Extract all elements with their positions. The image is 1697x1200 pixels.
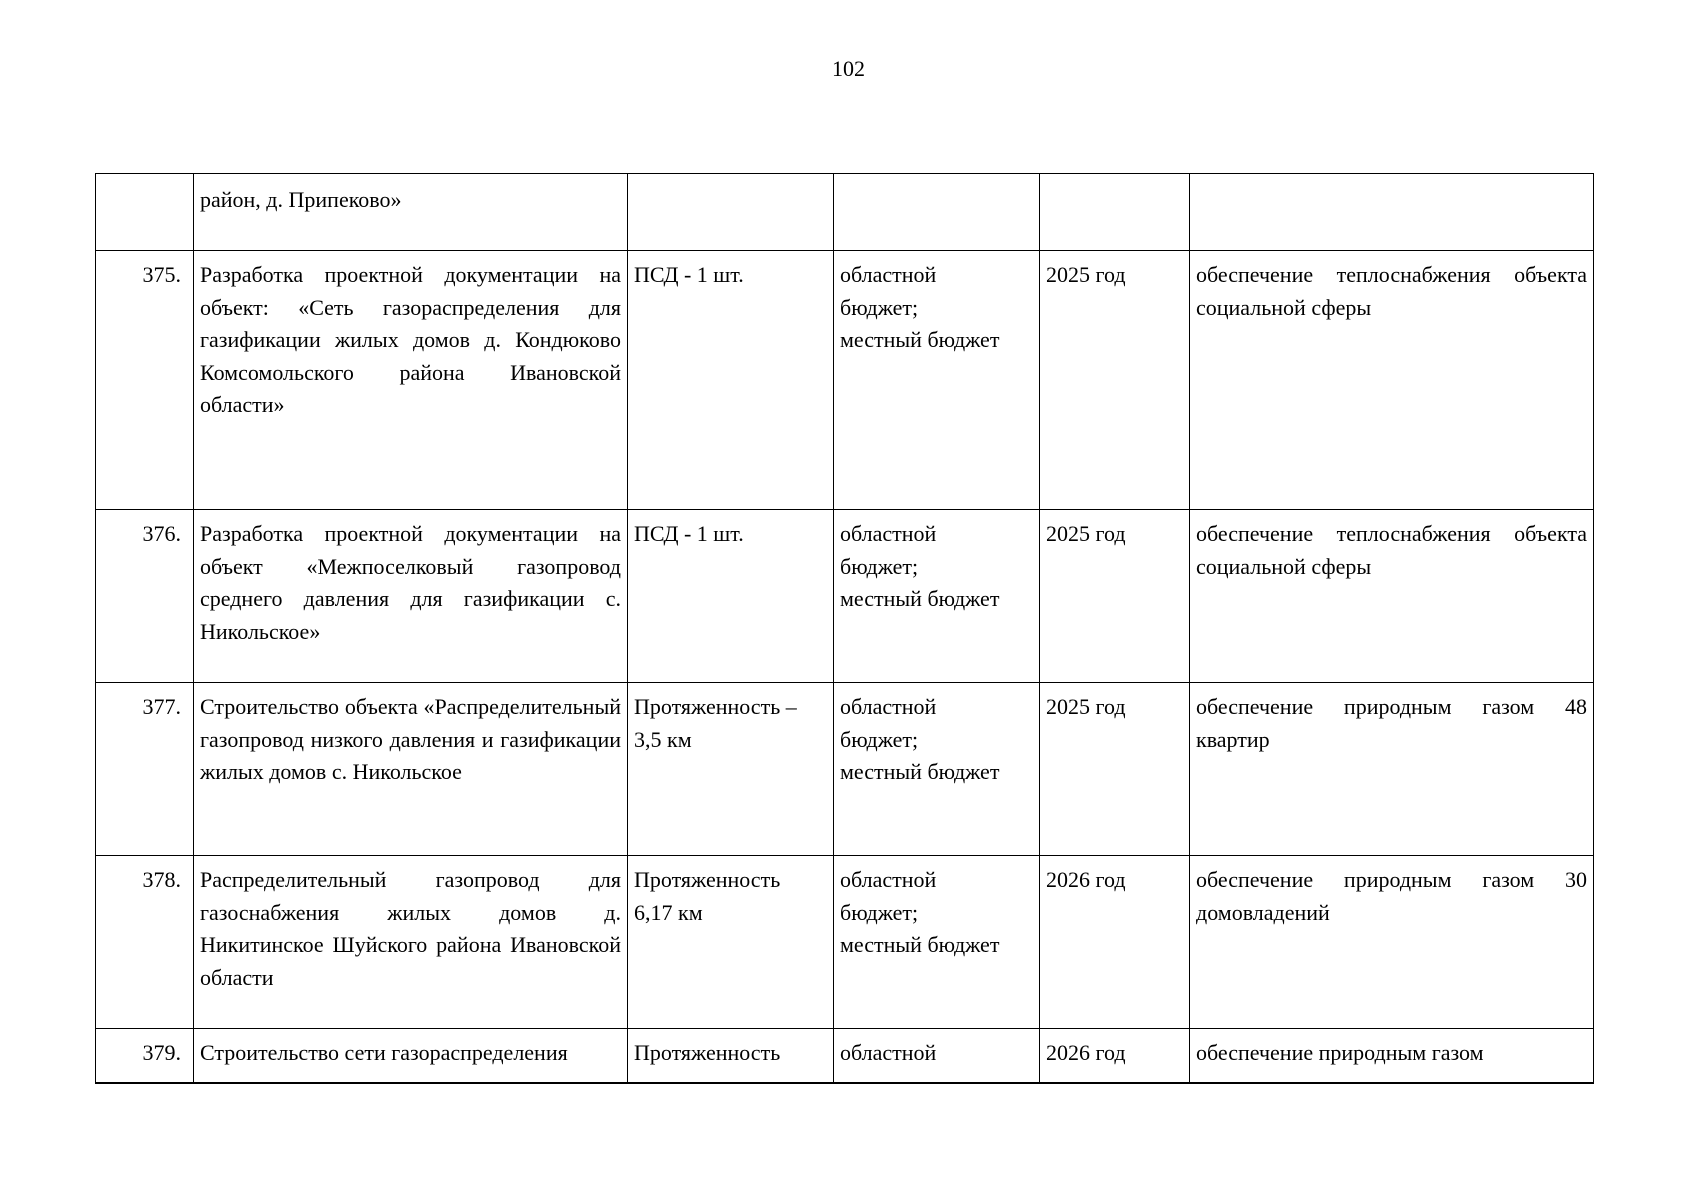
measure-indicator — [628, 174, 834, 251]
implementation-year: 2025 год — [1040, 251, 1190, 510]
page-number: 102 — [832, 56, 865, 81]
table-row — [96, 683, 1594, 856]
measure-description: Распределительный газопровод для газоснабжения жилых домов д. Никитинское Шуйского района Ивановской области — [194, 856, 628, 1029]
measure-indicator: ПСД - 1 шт. — [628, 251, 834, 510]
row-number: 377. — [96, 683, 194, 856]
row-number — [96, 174, 194, 251]
row-number: 375. — [96, 251, 194, 510]
measure-indicator: Протяженность 6,17 км — [628, 856, 834, 1029]
measure-description: район, д. Припеково» — [194, 174, 628, 251]
implementation-year: 2025 год — [1040, 683, 1190, 856]
funding-source — [834, 174, 1040, 251]
implementation-year — [1040, 174, 1190, 251]
measure-indicator: Протяженность — [628, 1029, 834, 1084]
funding-source: областной бюджет; местный бюджет — [834, 251, 1040, 510]
implementation-year: 2026 год — [1040, 1029, 1190, 1084]
expected-result: обеспечение природным газом 48 квартир — [1190, 683, 1594, 856]
table-row — [96, 856, 1594, 1029]
funding-source: областной бюджет; местный бюджет — [834, 683, 1040, 856]
measure-description: Разработка проектной документации на объект «Межпоселковый газопровод среднего давления для газификации с. Никольское» — [194, 510, 628, 683]
measure-indicator: ПСД - 1 шт. — [628, 510, 834, 683]
expected-result: обеспечение природным газом 30 домовладений — [1190, 856, 1594, 1029]
funding-source: областной — [834, 1029, 1040, 1084]
expected-result: обеспечение природным газом — [1190, 1029, 1594, 1084]
measure-description: Строительство сети газораспределения — [194, 1029, 628, 1084]
measure-indicator: Протяженность – 3,5 км — [628, 683, 834, 856]
expected-result: обеспечение теплоснабжения объекта социальной сферы — [1190, 251, 1594, 510]
measures-table — [95, 173, 1594, 1084]
table-row — [96, 510, 1594, 683]
table-row — [96, 251, 1594, 510]
expected-result: обеспечение теплоснабжения объекта социальной сферы — [1190, 510, 1594, 683]
implementation-year: 2026 год — [1040, 856, 1190, 1029]
row-number: 379. — [96, 1029, 194, 1084]
row-number: 378. — [96, 856, 194, 1029]
measure-description: Строительство объекта «Распределительный газопровод низкого давления и газификации жилых домов с. Никольское — [194, 683, 628, 856]
measure-description: Разработка проектной документации на объект: «Сеть газораспределения для газификации жилых домов д. Кондюково Комсомольского района Ивановской области» — [194, 251, 628, 510]
expected-result — [1190, 174, 1594, 251]
implementation-year: 2025 год — [1040, 510, 1190, 683]
table-row — [96, 174, 1594, 251]
funding-source: областной бюджет; местный бюджет — [834, 856, 1040, 1029]
table-row — [96, 1029, 1594, 1084]
funding-source: областной бюджет; местный бюджет — [834, 510, 1040, 683]
row-number: 376. — [96, 510, 194, 683]
